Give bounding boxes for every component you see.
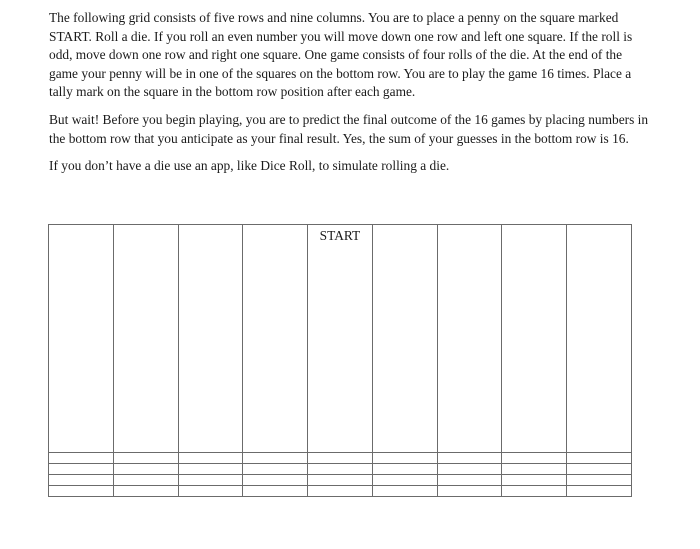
- instruction-paragraph-2: But wait! Before you begin playing, you are to predict the final outcome of the 16 games by placing numbers in the bottom row that you anticipate as your final result. Yes, the sum of your guesses in the bottom row is 16.: [49, 111, 649, 146]
- grid-square[interactable]: [372, 475, 437, 486]
- grid-square[interactable]: [178, 453, 243, 464]
- grid-square[interactable]: [502, 453, 567, 464]
- grid-square[interactable]: [113, 453, 178, 464]
- grid-row: [49, 225, 632, 453]
- bottom-row-square[interactable]: [567, 486, 632, 497]
- grid-square[interactable]: [502, 464, 567, 475]
- grid-square[interactable]: [308, 475, 373, 486]
- grid-square[interactable]: [243, 464, 308, 475]
- instruction-paragraph-1: The following grid consists of five rows and nine columns. You are to place a penny on the square marked START. Roll a die. If you roll an even number you will move down one row and left one square. If the roll is odd, move down one row and right one square. One game consists of four rolls of the die. At the end of the game your penny will be in one of the squares on the bottom row. You are to play the game 16 times. Place a tally mark on the square in the bottom row position after each game.: [49, 10, 633, 100]
- grid-row: [49, 464, 632, 475]
- game-grid: [48, 224, 632, 497]
- grid-square[interactable]: [502, 475, 567, 486]
- grid-square[interactable]: [437, 464, 502, 475]
- bottom-row-square[interactable]: [308, 486, 373, 497]
- grid-square[interactable]: [243, 475, 308, 486]
- grid-square[interactable]: [49, 453, 114, 464]
- grid-square[interactable]: [243, 225, 308, 453]
- start-label: START: [319, 228, 361, 243]
- bottom-row-square[interactable]: [502, 486, 567, 497]
- grid-bottom-row: [49, 486, 632, 497]
- grid-square[interactable]: [372, 464, 437, 475]
- grid-square[interactable]: [437, 475, 502, 486]
- grid-square[interactable]: [113, 225, 178, 453]
- instructions: [49, 9, 649, 185]
- grid-row: [49, 475, 632, 486]
- grid-square[interactable]: [113, 475, 178, 486]
- bottom-row-square[interactable]: [243, 486, 308, 497]
- bottom-row-square[interactable]: [49, 486, 114, 497]
- grid-square[interactable]: [49, 225, 114, 453]
- grid-square[interactable]: [49, 475, 114, 486]
- grid-square[interactable]: [178, 475, 243, 486]
- grid-square[interactable]: [437, 453, 502, 464]
- start-square[interactable]: [308, 225, 373, 453]
- grid-square[interactable]: [502, 225, 567, 453]
- grid-square[interactable]: [308, 453, 373, 464]
- bottom-row-square[interactable]: [372, 486, 437, 497]
- grid-square[interactable]: [567, 475, 632, 486]
- grid-square[interactable]: [178, 225, 243, 453]
- bottom-row-square[interactable]: [437, 486, 502, 497]
- bottom-row-square[interactable]: [178, 486, 243, 497]
- grid-row: [49, 453, 632, 464]
- grid-square[interactable]: [113, 464, 178, 475]
- grid-square[interactable]: [567, 453, 632, 464]
- grid-square[interactable]: [178, 464, 243, 475]
- grid-square[interactable]: [308, 464, 373, 475]
- grid-square[interactable]: [567, 225, 632, 453]
- bottom-row-square[interactable]: [113, 486, 178, 497]
- grid-square[interactable]: [372, 225, 437, 453]
- grid-square[interactable]: [437, 225, 502, 453]
- grid-square[interactable]: [567, 464, 632, 475]
- instruction-paragraph-3: If you don’t have a die use an app, like Dice Roll, to simulate rolling a die.: [49, 158, 450, 174]
- grid-square[interactable]: [372, 453, 437, 464]
- grid-square[interactable]: [243, 453, 308, 464]
- grid-square[interactable]: [49, 464, 114, 475]
